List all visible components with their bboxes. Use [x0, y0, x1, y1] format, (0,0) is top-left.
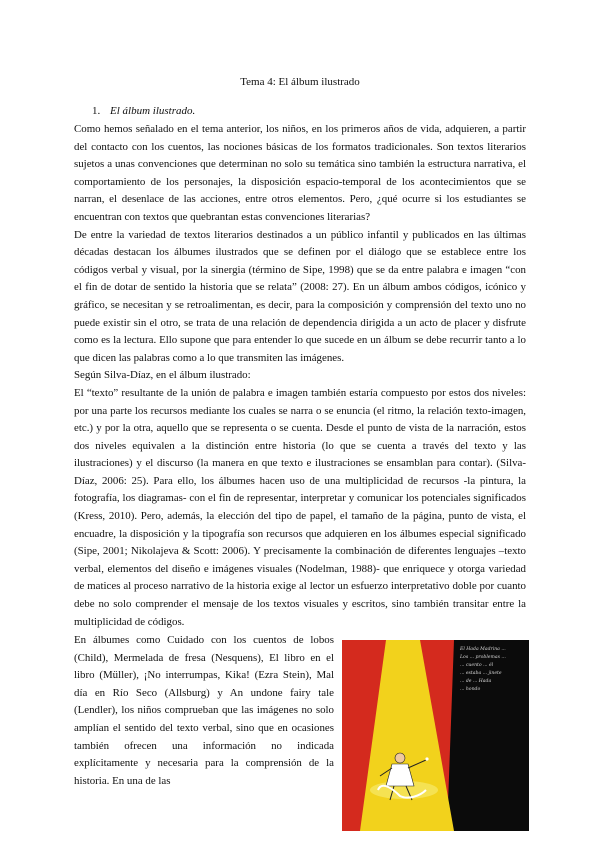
caption-line: ... hondo — [460, 687, 481, 692]
body-text — [74, 121, 526, 631]
document-title: Tema 4: El álbum ilustrado — [240, 76, 360, 88]
paragraph-quote-intro: Según Silva-Díaz, en el álbum ilustrado: — [74, 369, 251, 382]
paragraph-album-definition: De entre la variedad de textos literarios destinados a un público infantil y publicados en las últimas décadas destacan los álbumes ilustrados que se definen por el diálogo que se establece entre los códigos verbal y visual, por la sinergia (término de Sipe, 1998) que se da entre palabra e imagen “con el fin de dotar de sentido la historia que se relata” (2008: 27). En un álbum ambos códigos, icónico y gráfico, se necesitan y se retroalimentan, es decir, para la composición y comprensión del texto uno no puede existir sin el otro, se trata de una relación de dependencia dirigida a un acto de placer y disfrute como es la lectura. Ello supone que para entender lo que sucede en un álbum se debe recurrir tanto a lo que dicen las palabras como a lo que transmiten las imágenes. — [74, 228, 526, 364]
paragraph-silva-diaz-quote: El “texto” resultante de la unión de palabra e imagen también estaría compuesto por estos dos niveles: por una parte los recursos mediante los cuales se narra o se enuncia (el ritmo, la relación texto-imagen, etc.) y por la otra, aquello que se representa o se cuenta. Desde el punto de vista de la narración, estos dos niveles equivalen a la distinción entre historia (lo que se cuenta a través del texto y las ilustraciones) y el discurso (la manera en que texto e ilustraciones se ensamblan para contar). (Silva-Díaz, 2006: 25). Para ello, los álbumes hacen uso de una multiplicidad de recursos -la pintura, la fotografía, los diagramas- con el fin de representar, interpretar y comunicar los potenciales significados (Kress, 2010). Pero, además, la elección del tipo de papel, el tamaño de la página, punto de vista, el encuadre, la disposición y la tipografía son recursos que adquieren en los álbumes especial significado (Sipe, 2001; Nikolajeva & Scott: 2006). Y precisamente la combinación de diferentes lenguajes –texto verbal, elementos del diseño e imágenes visuales (Nodelman, 1988)- que enriquece y otorga variedad de matices al proceso narrativo de la historia exige al lector un esfuerzo interpretativo doble por cuanto debe no solo comprender el mensaje de los textos visuales y escritos, sino también transitar entre la multiplicidad de códigos. — [74, 386, 526, 628]
section-title: El álbum ilustrado. — [110, 105, 196, 117]
book-illustration — [342, 640, 529, 831]
section-number: 1. — [92, 105, 101, 117]
caption-line: El Hada Madrina ... — [460, 647, 506, 652]
caption-line: ... estaba ... jinete — [460, 671, 502, 676]
paragraph-intro: Como hemos señalado en el tema anterior, los niños, en los primeros años de vida, adquieren, a partir del contacto con los cuentos, las nociones básicas de los formatos tradicionales. Son textos literarios sujetos a unas convenciones que determinan no solo su temática sino también la estructura narrativa, el comportamiento de los personajes, la disposición espacio-temporal de los acontecimientos que se narran, el desenlace de las acciones, entre otros elementos. Pero, ¿qué ocurre si los estudiantes se encuentran con textos que quebrantan estas convenciones literarias? — [74, 123, 526, 223]
illustration-caption — [460, 646, 526, 694]
caption-line: Los ... problemas ... — [460, 655, 506, 660]
section-heading — [92, 103, 195, 121]
caption-line: ... cuento ... él — [460, 663, 494, 668]
paragraph-album-examples: En álbumes como Cuidado con los cuentos de lobos (Child), Mermelada de fresa (Nesquens), El libro en el libro (Müller), ¡No interrumpas, Kika! (Ezra Stein), Mal día en Río Seco (Allsburg) y An undone fairy tale (Lendler), los niños comprueban que las imágenes no solo amplían el sentido del texto verbal, sino que en ocasiones también ofrecen una información no indicada explícitamente y necesaria para la comprensión de la historia. En una de las — [74, 634, 334, 787]
wrapped-text-column — [74, 632, 334, 790]
caption-line: ... de ... Hada — [460, 679, 492, 684]
